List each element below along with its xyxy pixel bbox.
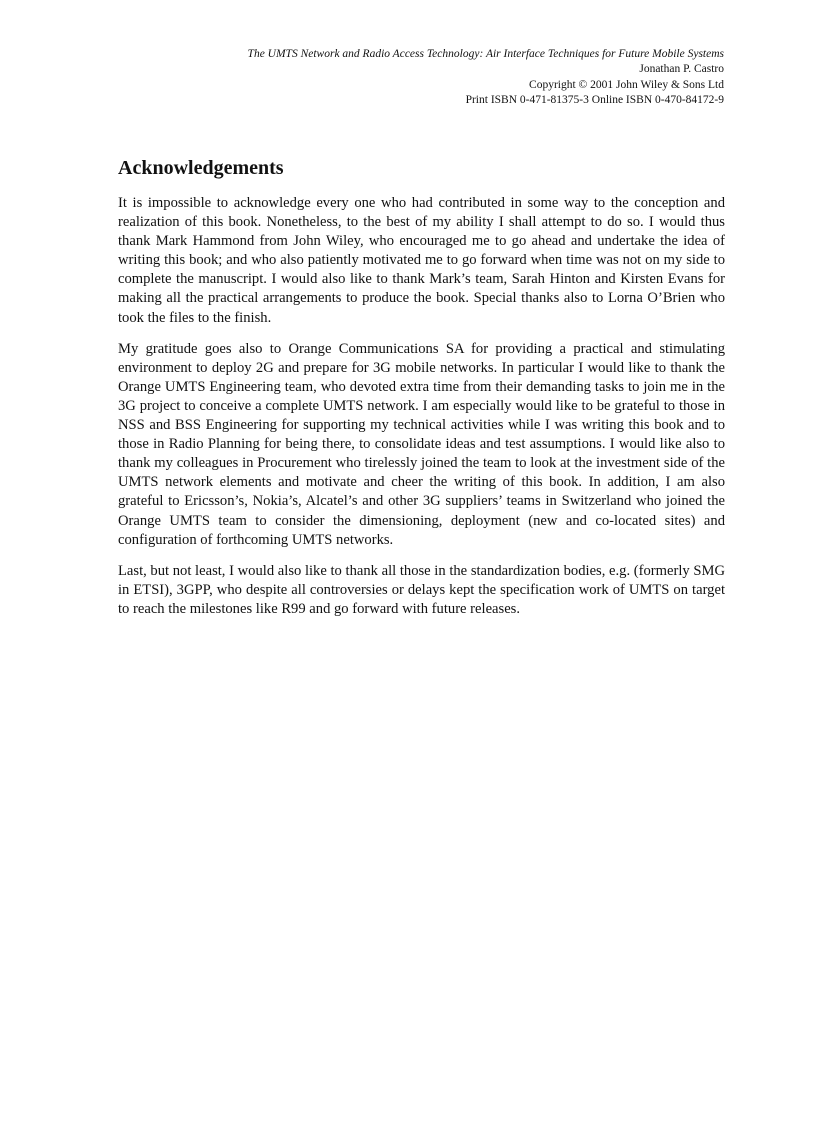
section-heading: Acknowledgements [118, 157, 284, 179]
paragraph-2: My gratitude goes also to Orange Communications SA for providing a practical and stimulating environment to deploy 2G and prepare for 3G mobile networks. In particular I would like to thank the Orange UMTS Engineering team, who devoted extra time from their demanding tasks to join me in the 3G project to conceive a complete UMTS network. I am especially would like to be grateful to those in NSS and BSS Engineering for supporting my technical activities while I was writing this book and to those in Radio Planning for being there, to consolidate ideas and test assumptions. I would like also to thank my colleagues in Procurement who tirelessly joined the team to look at the investment side of the UMTS network elements and motivate and cheer the writing of this book. In addition, I am also grateful to Ericsson’s, Nokia’s, Alcatel’s and other 3G suppliers’ teams in Switzerland who joined the Orange UMTS team to consider the dimensioning, deployment (new and co-located sites) and configuration of forthcoming UMTS networks. [118, 340, 725, 548]
copyright-notice: Copyright © 2001 John Wiley & Sons Ltd [529, 78, 724, 91]
paragraph-1: It is impossible to acknowledge every one who had contributed in some way to the conception and realization of this book. Nonetheless, to the best of my ability I shall attempt to do so. I would thus thank Mark Hammond from John Wiley, who encouraged me to go ahead and undertake the idea of writing this book; and who also patiently motivated me to go forward when time was not on my side to complete the manuscript. I would also like to thank Mark’s team, Sarah Hinton and Kirsten Evans for making all the practical arrangements to produce the book. Special thanks also to Lorna O’Brien who took the files to the finish. [118, 195, 725, 326]
isbn-line: Print ISBN 0-471-81375-3 Online ISBN 0-470-84172-9 [465, 94, 724, 107]
acknowledgements-section [118, 155, 725, 631]
book-author: Jonathan P. Castro [639, 63, 724, 76]
page-header [248, 47, 724, 109]
book-title: The UMTS Network and Radio Access Technology: Air Interface Techniques for Future Mobile Systems [247, 48, 724, 60]
paragraph-3: Last, but not least, I would also like to thank all those in the standardization bodies, e.g. (formerly SMG in ETSI), 3GPP, who despite all controversies or delays kept the specification work of UMTS on target to reach the milestones like R99 and go forward with future releases. [118, 562, 725, 617]
